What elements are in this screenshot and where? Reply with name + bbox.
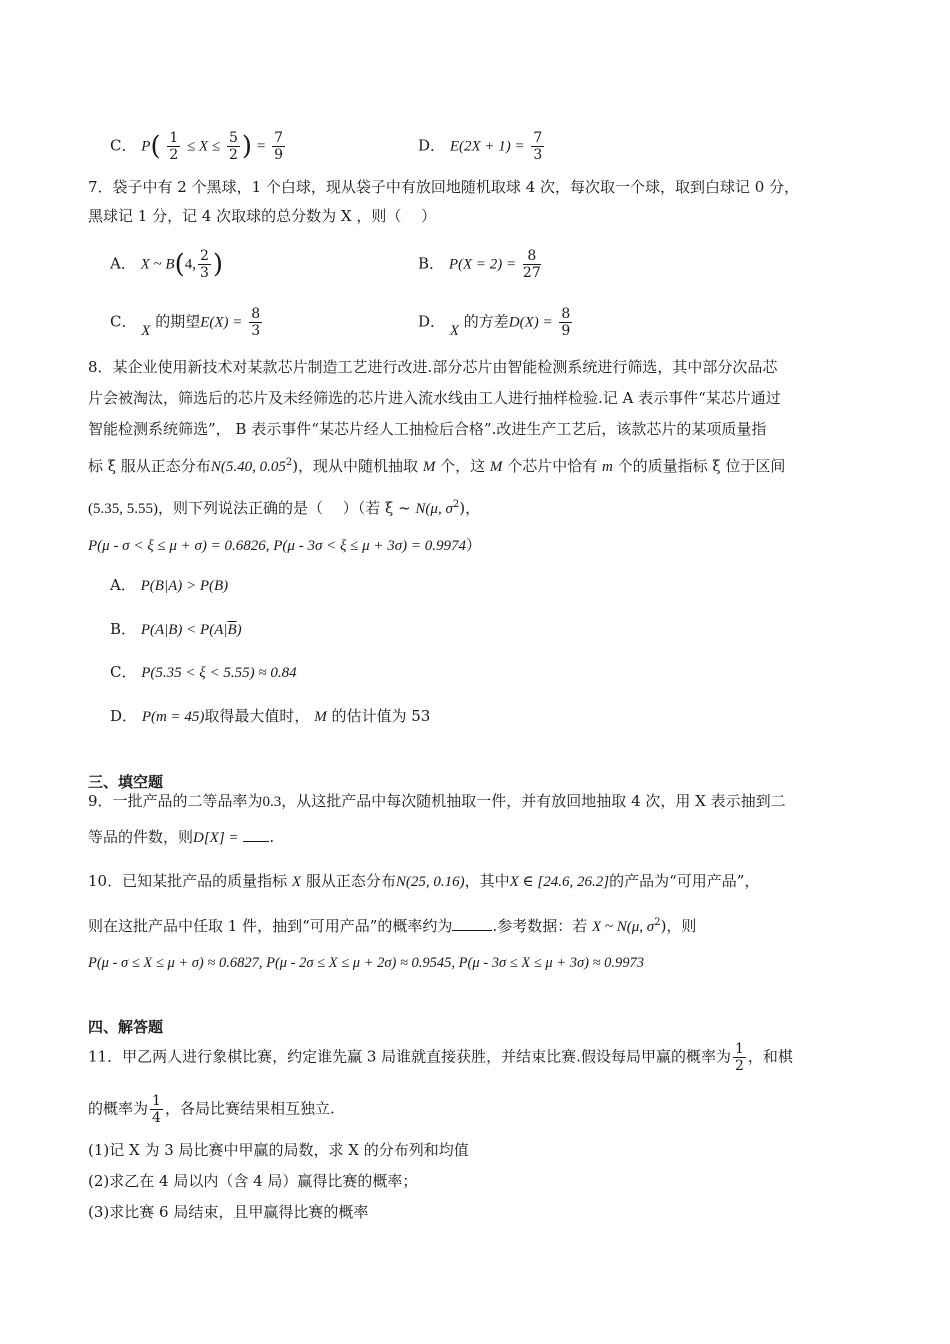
option-label: A． — [110, 576, 136, 594]
math-var: M — [314, 709, 327, 725]
fraction: $\frac{8}{9}$ — [561, 306, 571, 339]
option-label: D． — [418, 312, 446, 331]
math-expr: D[X] = — [193, 830, 239, 846]
math-var: X — [141, 322, 151, 339]
q11-stem-line2: 的概率为 $\frac{1}{4}$ ，各局比赛结果相互独立. — [88, 1093, 335, 1126]
math-symbol: P — [141, 138, 151, 155]
math-expr: P(5.35 < ξ < 5.55) ≈ 0.84 — [141, 665, 297, 681]
fraction: $\frac{1}{4}$ — [152, 1093, 161, 1126]
q8-stem-line2: 片会被淘汰，筛选后的芯片及未经筛选的芯片进入流水线由工人进行抽样检验.记 A 表示事件“某芯片通过 — [88, 389, 781, 407]
q7-stem-line1: 7．袋子中有 2 个黑球，1 个白球，现从袋子中有放回地随机取球 4 次，每次取一个球，取到白球记 0 分， — [88, 178, 800, 196]
math-expr: X ~ N(μ, σ — [591, 919, 655, 935]
q8-option-b: B． $P(A|B) < P(A|\overline{B})$ — [110, 620, 242, 638]
q7-option-c: C． X 的期望E(X) = $\frac{8}{3}$ — [110, 306, 261, 339]
math-var: m — [601, 459, 613, 475]
option-label: A． — [110, 254, 136, 273]
q9-stem-line1: 9．一批产品的二等品率为0.3，从这批产品中每次随机抽取一件，并有放回地抽取 4 次，用 X 表示抽到二 — [88, 792, 786, 810]
math-expr: ≤ X ≤ — [187, 138, 221, 155]
answer-blank[interactable] — [452, 916, 492, 931]
fraction: $\frac{5}{2}$ — [229, 130, 238, 163]
math-expr: X ~ B — [140, 256, 175, 273]
math-expr: (5.35, 5.55) — [88, 501, 158, 517]
math-expr: P(A|B) < P(A| — [140, 622, 228, 638]
math-expr: P(B|A) > P(B) — [140, 578, 229, 594]
q8-stem-line3: 智能检测系统筛选”， B 表示事件“某芯片经人工抽检后合格”.改进生产工艺后，该款芯片的某项质量指 — [88, 420, 767, 438]
option-label: B． — [110, 620, 137, 638]
q7-stem-line2: 黑球记 1 分，记 4 次取球的总分数为 X ，则（ ） — [88, 207, 437, 225]
q11-subquestion-1: (1)记 X 为 3 局比赛中甲赢的局数，求 X 的分布列和均值 — [88, 1141, 469, 1159]
math-value: 0.3 — [262, 794, 282, 810]
option-label: D． — [418, 136, 446, 155]
math-var: X — [291, 874, 302, 890]
option-label: C． — [110, 312, 137, 331]
math-var: X — [449, 322, 459, 339]
math-expr: P(m = 45) — [141, 709, 205, 725]
option-label: C． — [110, 136, 137, 155]
math-expr: D(X) = — [508, 314, 553, 331]
q8-stem-line4: 标 ξ 服从正态分布N(5.40, 0.05$^2$)，现从中随机抽取 M 个，这 M 个芯片中恰有 m 个的质量指标 ξ 位于区间 — [88, 457, 786, 475]
q8-stem-line6: P(μ - σ < ξ ≤ μ + σ) = 0.6826, P(μ - 3σ < ξ ≤ μ + 3σ) = 0.9974） — [88, 536, 482, 554]
math-expr: P(X = 2) = — [448, 256, 517, 273]
math-expr: E(2X + 1) = — [449, 138, 525, 155]
math-var: M — [489, 459, 503, 475]
q7-option-b — [418, 248, 543, 281]
q11-stem-line1: 11．甲乙两人进行象棋比赛，约定谁先赢 3 局谁就直接获胜，并结束比赛.假设每局甲赢的概率为 $\frac{1}{2}$ ，和棋 — [88, 1041, 793, 1074]
math-expr: E(X) = — [200, 314, 243, 331]
q9-stem-line2: 等品的件数，则D[X] = . — [88, 828, 275, 846]
q10-stem-line2: 则在这批产品中任取 1 件，抽到“可用产品”的概率约为 .参考数据：若 X ~ N(μ, $\sigma^2$)，则 — [88, 917, 697, 935]
fraction: $\frac{1}{2}$ — [169, 130, 179, 163]
fraction: $\frac{7}{3}$ — [533, 130, 543, 163]
q7-option-a: A． X ~ B(4, $\frac{2}{3}$ ) — [110, 248, 224, 281]
math-expr: N(5.40, 0.05 — [210, 459, 286, 475]
q10-stem-line1: 10．已知某批产品的质量指标 X 服从正态分布N(25, 0.16)，其中X ∈ [24.6, 26.2]的产品为“可用产品”， — [88, 872, 760, 890]
fraction: $\frac{8}{3}$ — [251, 306, 261, 339]
q7-option-d: D． X 的方差D(X) = $\frac{8}{9}$ — [418, 306, 571, 339]
q10-stem-line3 — [88, 952, 644, 974]
q8-stem-line5: (5.35, 5.55)，则下列说法正确的是（ ）（若 ξ ~ N(μ, $\sigma^2$)， — [88, 499, 481, 517]
section-heading-answer: 四、解答题 — [88, 1018, 164, 1036]
q8-option-c — [110, 661, 297, 684]
option-label: D． — [110, 707, 138, 725]
math-expr: P(μ - σ ≤ X ≤ μ + σ) ≈ 0.6827, P(μ - 2σ ≤ X ≤ μ + 2σ) ≈ 0.9545, P(μ - 3σ ≤ X ≤ μ + 3σ) ≈ 0.9973 — [88, 955, 645, 971]
fraction: $\frac{8}{27}$ — [522, 248, 541, 281]
q11-subquestion-2: (2)求乙在 4 局以内（含 4 局）赢得比赛的概率； — [88, 1172, 418, 1190]
q8-option-a — [110, 574, 228, 597]
option-label: B． — [418, 254, 445, 273]
option-label: C． — [110, 663, 137, 681]
math-expr: P(μ - σ < ξ ≤ μ + σ) = 0.6826, P(μ - 3σ < ξ ≤ μ + 3σ) = 0.9974 — [88, 538, 467, 554]
math-expr: N(μ, σ — [415, 501, 453, 517]
answer-blank[interactable] — [243, 827, 269, 842]
q8-option-d: D． P(m = 45)取得最大值时， M 的估计值为 53 — [110, 707, 431, 725]
q6-option-c: C． P( $\frac{1}{2}$ ≤ X ≤ $\frac{5}{2}$ ) = $\frac{7}{9}$ — [110, 130, 284, 163]
fraction: $\frac{1}{2}$ — [734, 1041, 744, 1074]
q11-subquestion-3: (3)求比赛 6 局结束，且甲赢得比赛的概率 — [88, 1203, 369, 1221]
section-heading-fill-in: 三、填空题 — [88, 773, 164, 791]
fraction: $\frac{2}{3}$ — [199, 248, 209, 281]
math-expr: N(25, 0.16) — [395, 874, 465, 890]
math-var: M — [422, 459, 436, 475]
q6-option-d — [418, 130, 546, 163]
math-expr: X ∈ [24.6, 26.2] — [509, 874, 610, 890]
q8-stem-line1: 8．某企业使用新技术对某款芯片制造工艺进行改进.部分芯片由智能检测系统进行筛选，其中部分次品芯 — [88, 358, 778, 376]
fraction: $\frac{7}{9}$ — [274, 130, 284, 163]
